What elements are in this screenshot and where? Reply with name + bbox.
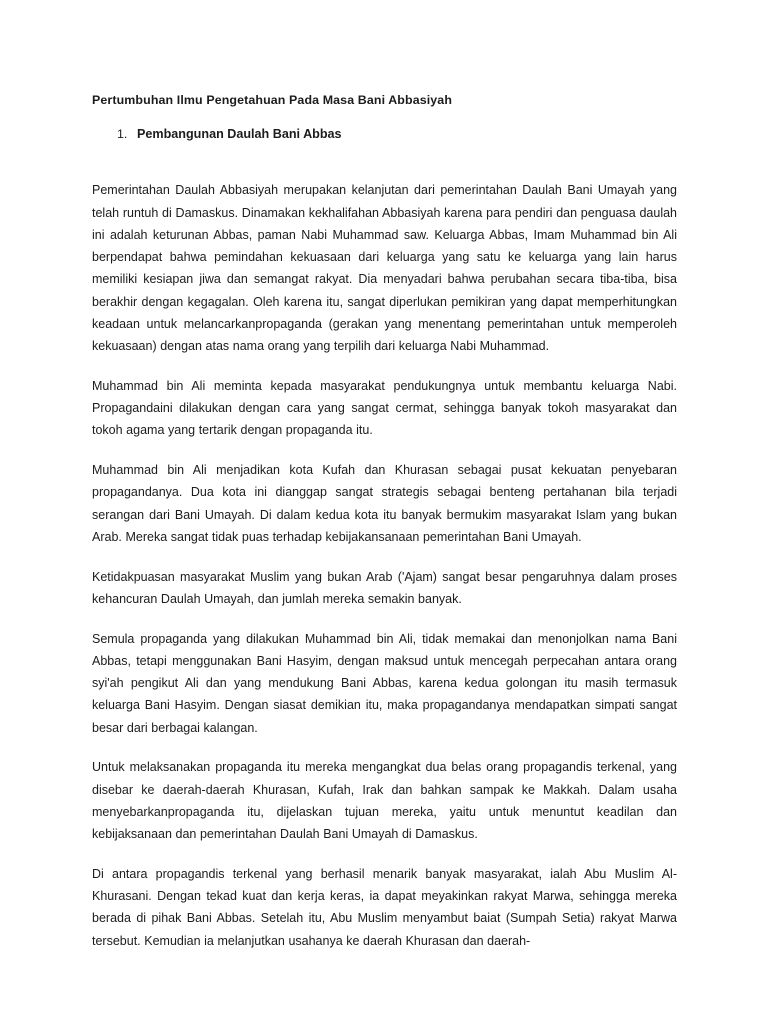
paragraph-4: Ketidakpuasan masyarakat Muslim yang bukan Arab ('Ajam) sangat besar pengaruhnya dalam proses kehancuran Daulah Umayah, dan jumlah mereka semakin banyak. xyxy=(92,569,677,606)
list-item-label: Pembangunan Daulah Bani Abbas xyxy=(137,126,342,141)
body-copy xyxy=(92,179,677,952)
list-item-marker: 1. xyxy=(117,126,128,141)
paragraph-7: Di antara propagandis terkenal yang berhasil menarik banyak masyarakat, ialah Abu Muslim Al-Khurasani. Dengan tekad kuat dan kerja keras, ia dapat meyakinkan rakyat Marwa, sehingga mereka berada di pihak Bani Abbas. Setelah itu, Abu Muslim menyambut baiat (Sumpah Setia) rakyat Marwa tersebut. Kemudian ia melanjutkan usahanya ke daerah Khurasan dan daerah- xyxy=(92,866,677,948)
paragraph-1: Pemerintahan Daulah Abbasiyah merupakan kelanjutan dari pemerintahan Daulah Bani Umayah yang telah runtuh di Damaskus. Dinamakan kekhalifahan Abbasiyah karena para pendiri dan penguasa daulah ini adalah keturunan Abbas, paman Nabi Muhammad saw. Keluarga Abbas, Imam Muhammad bin Ali berpendapat bahwa pemindahan kekuasaan dari keluarga yang satu ke keluarga yang lain harus memiliki kesiapan jiwa dan semangat rakyat. Dia menyadari bahwa perubahan secara tiba-tiba, bisa berakhir dengan kegagalan. Oleh karena itu, sangat diperlukan pemikiran yang dapat memperhitungkan keadaan untuk melancarkanpropaganda (gerakan yang menentang pemerintahan untuk memperoleh kekuasaan) dengan atas nama orang yang terpilih dari keluarga Nabi Muhammad. xyxy=(92,183,677,354)
section-list xyxy=(92,126,677,144)
paragraph-5: Semula propaganda yang dilakukan Muhammad bin Ali, tidak memakai dan menonjolkan nama Bani Abbas, tetapi menggunakan Bani Hasyim, dengan maksud untuk mencegah perpecahan antara orang syi'ah pengikut Ali dan yang mendukung Bani Abbas, karena kedua golongan itu masih termasuk keluarga Bani Hasyim. Dengan siasat demikian itu, maka propagandanya mendapatkan simpati sangat besar dari berbagai kalangan. xyxy=(92,631,677,735)
paragraph-3: Muhammad bin Ali menjadikan kota Kufah dan Khurasan sebagai pusat kekuatan penyebaran propagandanya. Dua kota ini dianggap sangat strategis sebagai benteng pertahanan bila terjadi serangan dari Bani Umayah. Di dalam kedua kota itu banyak bermukim masyarakat Islam yang bukan Arab. Mereka sangat tidak puas terhadap kebijakansanaan pemerintahan Bani Umayah. xyxy=(92,463,677,544)
list-item xyxy=(92,126,677,144)
paragraph-2: Muhammad bin Ali meminta kepada masyarakat pendukungnya untuk membantu keluarga Nabi. Propagandaini dilakukan dengan cara yang sangat cermat, sehingga banyak tokoh masyarakat dan tokoh agama yang tertarik dengan propaganda itu. xyxy=(92,378,677,438)
paragraph-6: Untuk melaksanakan propaganda itu mereka mengangkat dua belas orang propagandis terkenal, yang disebar ke daerah-daerah Khurasan, Kufah, Irak dan bahkan sampak ke Makkah. Dalam usaha menyebarkanpropaganda itu, dijelaskan tujuan mereka, yaitu untuk menuntut keadilan dan kebijaksanaan dan pemerintahan Daulah Bani Umayah di Damaskus. xyxy=(92,760,677,842)
page-title: Pertumbuhan Ilmu Pengetahuan Pada Masa Bani Abbasiyah xyxy=(92,93,453,107)
